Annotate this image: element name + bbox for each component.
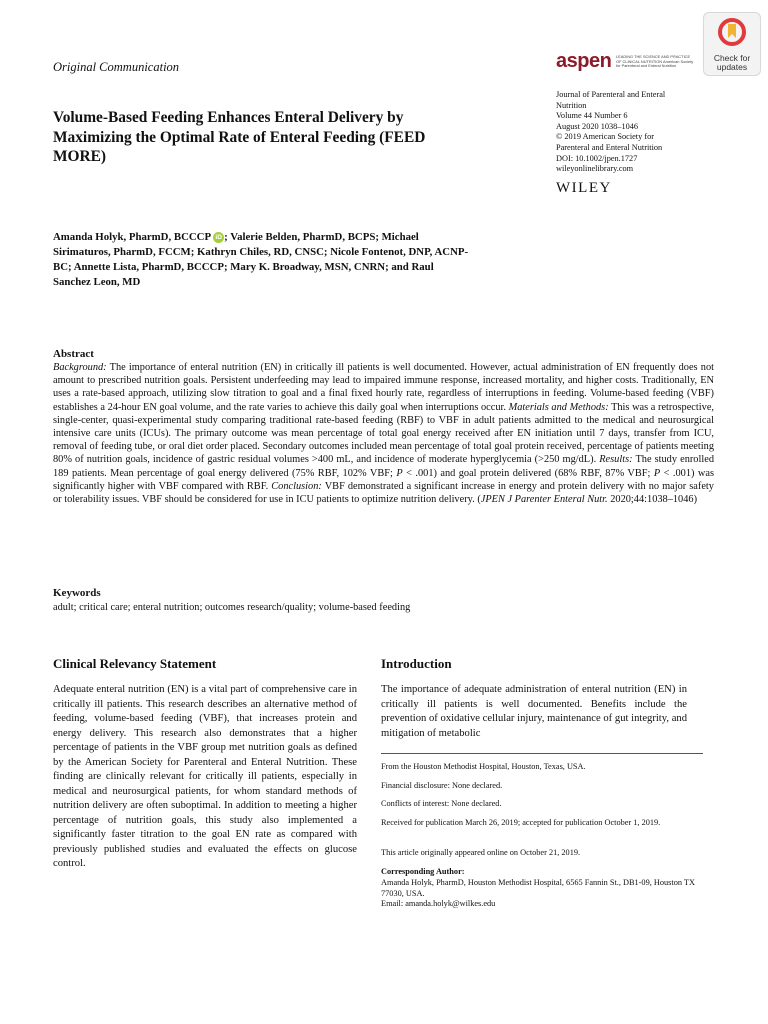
bookmark-check-icon [717,17,747,47]
footnote-received: Received for publication March 26, 2019; accepted for publication October 1, 2019. [381,818,661,827]
abstract-heading: Abstract [53,348,94,360]
aspen-logo-word: aspen [556,50,612,72]
journal-info-website[interactable]: wileyonlinelibrary.com [556,164,634,174]
clinical-relevancy-text: Adequate enteral nutrition (EN) is a vital part of comprehensive care in critically ill patients. This research describes an alternative method of feeding, volume-based feeding (VBF), that increases protein and energy delivery. This research also demonstrates that a higher percentage of patients in the VBF group met nutrition goals as defined by the American Society for Parenteral and Enteral Nutrition. These finding are clinically relevant for critically ill patients, especially in medical and neurosurgical patients, for whom standard methods of nutrition delivery are often suboptimal. In addition to meeting a higher percentage of nutrition goals, this study also implemented a significantly faster titration to the goal EN rate as compared with previously published studies and evaluated the effects on glucose control. [53,684,357,869]
journal-info-line: August 2020 1038–1046 [556,121,639,131]
section-label: Original Communication [53,60,180,74]
footnote-conflicts: Conflicts of interest: None declared. [381,799,502,808]
p-value-label: P [653,467,661,479]
abstract-results-text-3: < .001) was significantly higher with VBF compared with RBF. [53,467,714,492]
abstract-citation: JPEN J Parenter Enteral Nutr. [480,494,608,506]
abstract-results-text-2: < .001) and goal protein delivered (68% RBF, 87% VBF; [402,467,654,479]
abstract-conclusion-text: VBF demonstrated a significant increase in energy and protein delivery with no major safety or tolerability issues. VBF should be considered for use in ICU patients to optimize nutrition delivery. ( [53,480,714,506]
abstract-results-text: The study enrolled 189 patients. Mean percentage of goal energy delivered (75% RBF, 102% VBF; [53,454,714,479]
other-authors: ; Valerie Belden, PharmD, BCPS; Michael Sirimaturos, PharmD, FCCM; Kathryn Chiles, RD, CNSC; Nicole Fontenot, DNP, ACNP-BC; Annette Lista, PharmD, BCCCP; Mary K. Broadway, MSN, CNRN; and Raul Sanchez Leon, MD [53,231,469,288]
abstract-results-label: Results: [599,454,633,466]
footnote-financial: Financial disclosure: None declared. [381,781,503,790]
first-author: Amanda Holyk, PharmD, BCCCP [53,231,211,243]
journal-info-line: Parenteral and Enteral Nutrition [556,142,663,152]
abstract-body [53,361,714,506]
orcid-icon[interactable]: iD [213,232,224,243]
author-list [53,230,473,290]
abstract-methods-text: This was a retrospective, single-center, quasi-experimental study comparing traditional rate-based feeding (RBF) to VBF in adult patients admitted to the medical and neurosurgical intensive care units (ICUs). The primary outcome was mean percentage of total goal energy received after EN initiation until 7 days, transfer from ICU, removal of feeding tube, or oral diet order placed. Secondary outcomes included mean percentage of total goal protein received, percentage of patients meeting 80% of nutrition goals, incidence of gastric residual volumes >400 mL, and incidence of moderate hyperglycemia (>250 mg/dL). [53,401,714,466]
aspen-logo [556,50,696,74]
journal-info-line: © 2019 American Society for [556,132,655,142]
check-for-updates-label: Check for updates [713,53,751,72]
clinical-relevancy-heading: Clinical Relevancy Statement [53,656,217,671]
footnote-corresponding [381,867,701,910]
p-value-label: P [396,467,403,479]
journal-info-line: Nutrition [556,100,587,110]
abstract-background-text: The importance of enteral nutrition (EN) in critically ill patients is well documented. However, actual administration of EN frequently does not amount to prescribed nutrition goals. Persistent underfeeding may lead to impaired immune response, increased mortality, and higher costs. Traditionally, EN uses a rate-based approach, utilizing slow titration to goal and a final fixed hourly rate, regardless of interruptions in feeding. Volume-based feeding (VBF) establishes a 24-hour EN goal volume, and the rate varies to achieve this daily goal when interruptions occur. [53,362,714,413]
journal-info [556,90,706,175]
abstract-methods-label: Materials and Methods: [508,401,609,413]
wiley-logo: WILEY [556,180,612,196]
introduction-heading: Introduction [381,656,452,671]
corresponding-author-text: Amanda Holyk, PharmD, Houston Methodist Hospital, 6565 Fannin St., DB1-09, Houston TX 77030, USA. [381,877,695,898]
journal-info-line: Journal of Parenteral and Enteral [556,90,666,99]
aspen-logo-tagline: LEADING THE SCIENCE AND PRACTICE OF CLINICAL NUTRITION American Society for Parenteral and Enteral Nutrition [616,54,694,69]
abstract-conclusion-label: Conclusion: [271,480,322,492]
article-title: Volume-Based Feeding Enhances Enteral Delivery by Maximizing the Optimal Rate of Enteral Feeding (FEED MORE) [53,109,426,165]
journal-info-line: Volume 44 Number 6 [556,111,628,121]
abstract-citation-rest: 2020;44:1038–1046) [607,494,698,506]
keywords-list: adult; critical care; enteral nutrition; outcomes research/quality; volume-based feeding [53,602,411,613]
keywords-heading: Keywords [53,587,101,599]
footnote-divider [381,753,703,754]
introduction-text: The importance of adequate administration of enteral nutrition (EN) in critically ill patients is well documented. Benefits include the prevention of oxidative cellular injury, maintenance of gut integrity, and mitigation of metabolic [381,684,687,739]
footnote-online: This article originally appeared online on October 21, 2019. [381,848,581,857]
abstract-background-label: Background: [53,362,107,373]
footnote-affiliation: From the Houston Methodist Hospital, Houston, Texas, USA. [381,762,586,771]
journal-info-doi[interactable]: DOI: 10.1002/jpen.1727 [556,153,638,163]
check-for-updates-badge[interactable] [703,12,761,76]
corresponding-author-label: Corresponding Author: [381,867,465,876]
corresponding-author-email[interactable]: Email: amanda.holyk@wilkes.edu [381,899,496,909]
